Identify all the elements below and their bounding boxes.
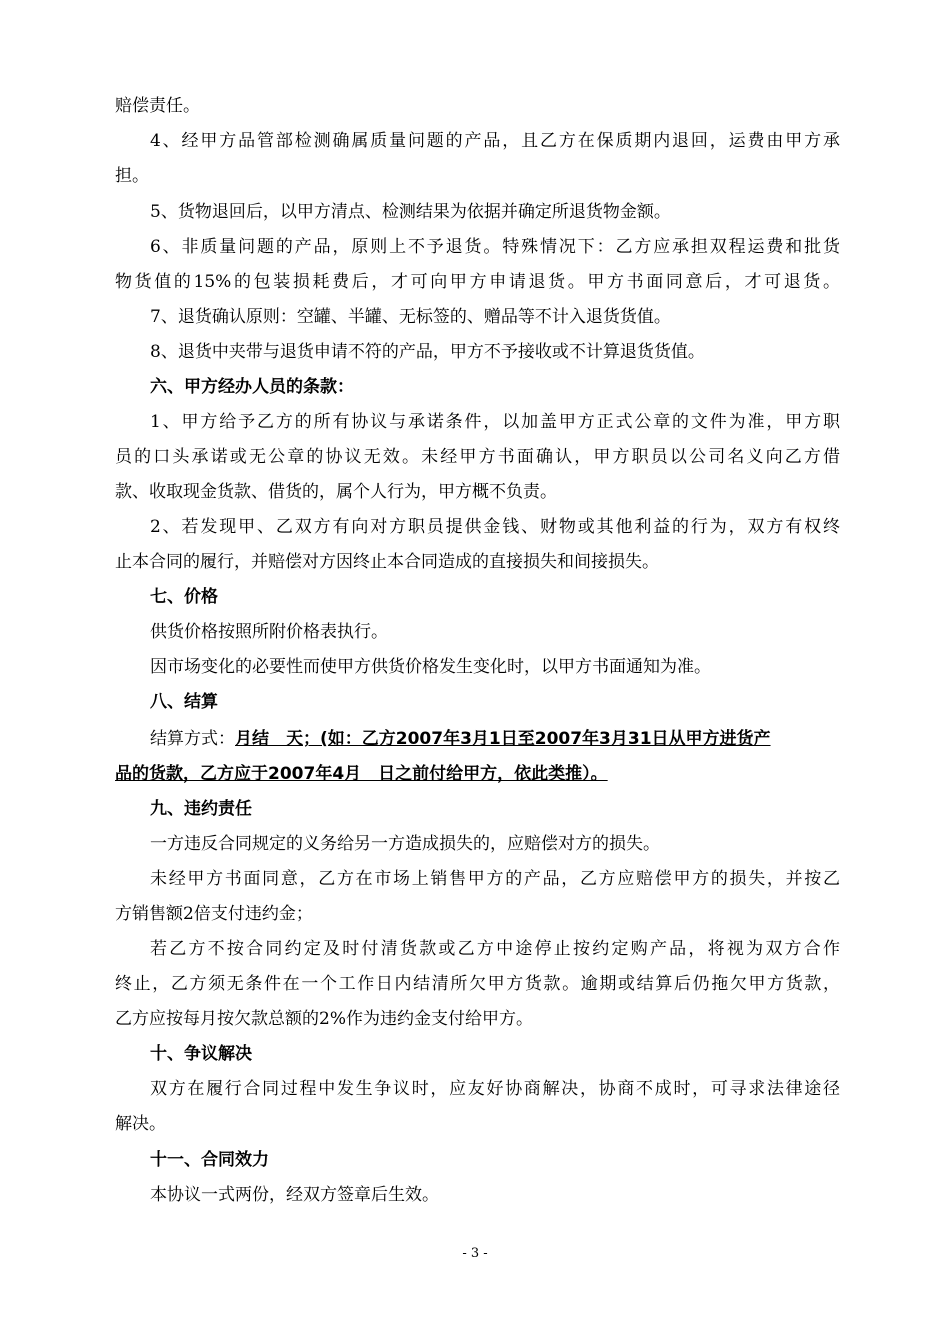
page-number: - 3 - — [462, 1246, 488, 1261]
settlement-label: 结算方式： — [150, 729, 235, 749]
text-line: 供货价格按照所附价格表执行。 — [150, 622, 388, 642]
section-heading: 十、争议解决 — [150, 1044, 252, 1064]
text-line: 解决。 — [115, 1114, 166, 1134]
section-heading: 八、结算 — [150, 692, 218, 712]
text-line: 未经甲方书面同意，乙方在市场上销售甲方的产品，乙方应赔偿甲方的损失，并按乙 — [150, 869, 840, 889]
text-line: 赔偿责任。 — [115, 96, 200, 116]
text-line: 本协议一式两份，经双方签章后生效。 — [150, 1185, 439, 1205]
section-heading: 十一、合同效力 — [150, 1150, 269, 1170]
text-line: 1、甲方给予乙方的所有协议与承诺条件，以加盖甲方正式公章的文件为准，甲方职 — [150, 412, 840, 432]
section-heading: 九、违约责任 — [150, 799, 252, 819]
text-line: 7、退货确认原则：空罐、半罐、无标签的、赠品等不计入退货货值。 — [150, 307, 671, 327]
text-line: 担。 — [115, 166, 149, 186]
text-line: 终止，乙方须无条件在一个工作日内结清所欠甲方货款。逾期或结算后仍拖欠甲方货款， — [115, 974, 840, 994]
text-line: 物货值的15%的包装损耗费后，才可向甲方申请退货。甲方书面同意后，才可退货。 — [115, 272, 840, 292]
text-line: 止本合同的履行，并赔偿对方因终止本合同造成的直接损失和间接损失。 — [115, 552, 659, 572]
text-line: 6、非质量问题的产品，原则上不予退货。特殊情况下：乙方应承担双程运费和批货 — [150, 237, 840, 257]
section-heading: 六、甲方经办人员的条款： — [150, 377, 354, 397]
text-line: 2、若发现甲、乙双方有向对方职员提供金钱、财物或其他利益的行为，双方有权终 — [150, 517, 840, 537]
text-line: 若乙方不按合同约定及时付清货款或乙方中途停止按约定购产品，将视为双方合作 — [150, 939, 840, 959]
text-line: 双方在履行合同过程中发生争议时，应友好协商解决，协商不成时，可寻求法律途径 — [150, 1079, 840, 1099]
text-line: 因市场变化的必要性而使甲方供货价格发生变化时，以甲方书面通知为准。 — [150, 657, 711, 677]
text-line: 乙方应按每月按欠款总额的2%作为违约金支付给甲方。 — [115, 1009, 533, 1029]
text-line: 方销售额2倍支付违约金； — [115, 904, 313, 924]
settlement-terms: 月结 天；(如：乙方2007年3月1日至2007年3月31日从甲方进货产 — [235, 729, 771, 749]
settlement-terms-cont: 品的货款，乙方应于2007年4月 日之前付给甲方，依此类推）。 — [115, 764, 608, 784]
text-line: 5、货物退回后，以甲方清点、检测结果为依据并确定所退货物金额。 — [150, 202, 671, 222]
section-heading: 七、价格 — [150, 587, 218, 607]
text-line: 员的口头承诺或无公章的协议无效。未经甲方书面确认，甲方职员以公司名义向乙方借 — [115, 447, 840, 467]
text-line: 4、经甲方品管部检测确属质量问题的产品，且乙方在保质期内退回，运费由甲方承 — [150, 131, 840, 151]
settlement-line — [150, 727, 840, 751]
text-line: 8、退货中夹带与退货申请不符的产品，甲方不予接收或不计算退货货值。 — [150, 342, 705, 362]
text-line: 一方违反合同规定的义务给另一方造成损失的，应赔偿对方的损失。 — [150, 834, 660, 854]
text-line: 款、收取现金货款、借货的，属个人行为，甲方概不负责。 — [115, 482, 557, 502]
